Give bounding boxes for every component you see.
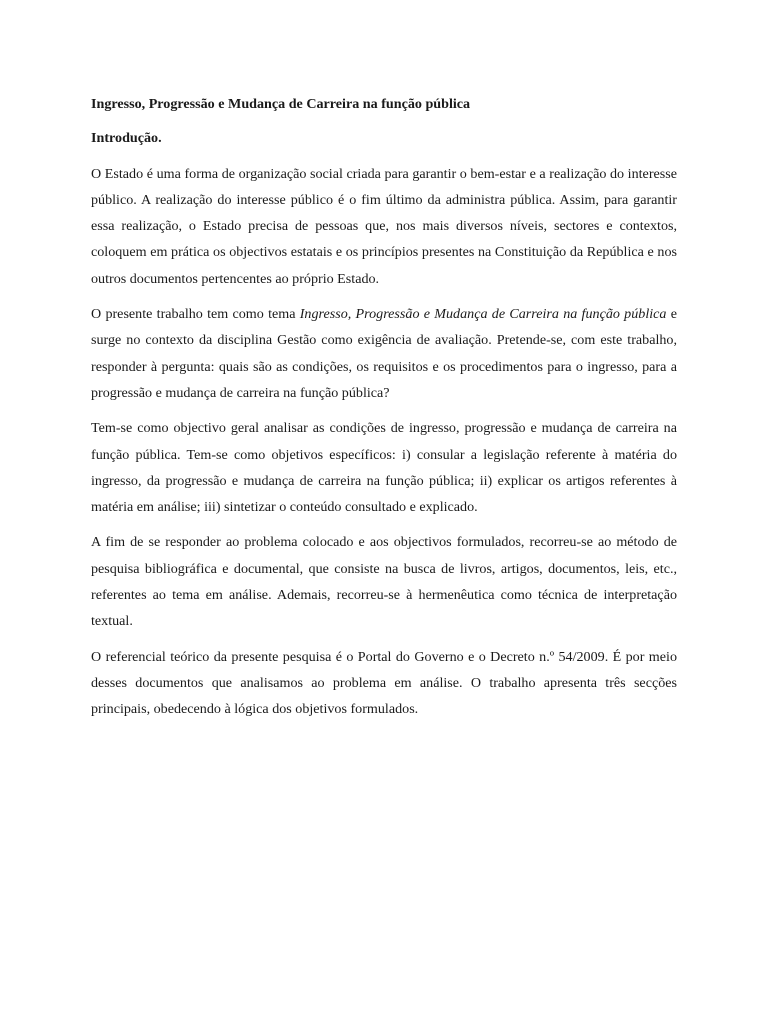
paragraph-2 — [91, 301, 677, 406]
paragraph-2-text-before: O presente trabalho tem como tema — [91, 306, 300, 323]
paragraph-1: O Estado é uma forma de organização social criada para garantir o bem-estar e a realização do interesse público. A realização do interesse público é o fim último da administra pública. Assim, para garantir essa realização, o Estado precisa de pessoas que, nos mais diversos níveis, sectores e contextos, coloquem em prática os objectivos estatais e os princípios presentes na Constituição da República e nos outros documentos pertencentes ao próprio Estado. — [91, 165, 677, 287]
document-title: Ingresso, Progressão e Mudança de Carreira na função pública — [91, 96, 471, 112]
paragraph-2-italic-theme: Ingresso, Progressão e Mudança de Carreira na função pública — [299, 306, 667, 323]
paragraph-2-text-after: e surge no contexto da disciplina Gestão como exigência de avaliação. Pretende-se, com este trabalho, responder à pergunta: quais são as condições, os requisitos e os procedimentos para o ingresso, para a progressão e mudança de carreira na função pública? — [91, 306, 677, 401]
section-heading-introduction: Introdução. — [91, 130, 162, 147]
paragraph-3: Tem-se como objectivo geral analisar as condições de ingresso, progressão e mudança de carreira na função pública. Tem-se como objetivos específicos: i) consular a legislação referente à matéria do ingresso, da progressão e mudança de carreira na função pública; ii) explicar os artigos referentes à matéria em análise; iii) sintetizar o conteúdo consultado e explicado. — [91, 420, 677, 516]
paragraph-5: O referencial teórico da presente pesquisa é o Portal do Governo e o Decreto n.º 54/2009. É por meio desses documentos que analisamos ao problema em análise. O trabalho apresenta três secções principais, obedecendo à lógica dos objetivos formulados. — [91, 648, 677, 718]
paragraph-4: A fim de se responder ao problema colocado e aos objectivos formulados, recorreu-se ao método de pesquisa bibliográfica e documental, que consiste na busca de livros, artigos, documentos, leis, etc., referentes ao tema em análise. Ademais, recorreu-se à hermenêutica como técnica de interpretação textual. — [91, 534, 677, 630]
